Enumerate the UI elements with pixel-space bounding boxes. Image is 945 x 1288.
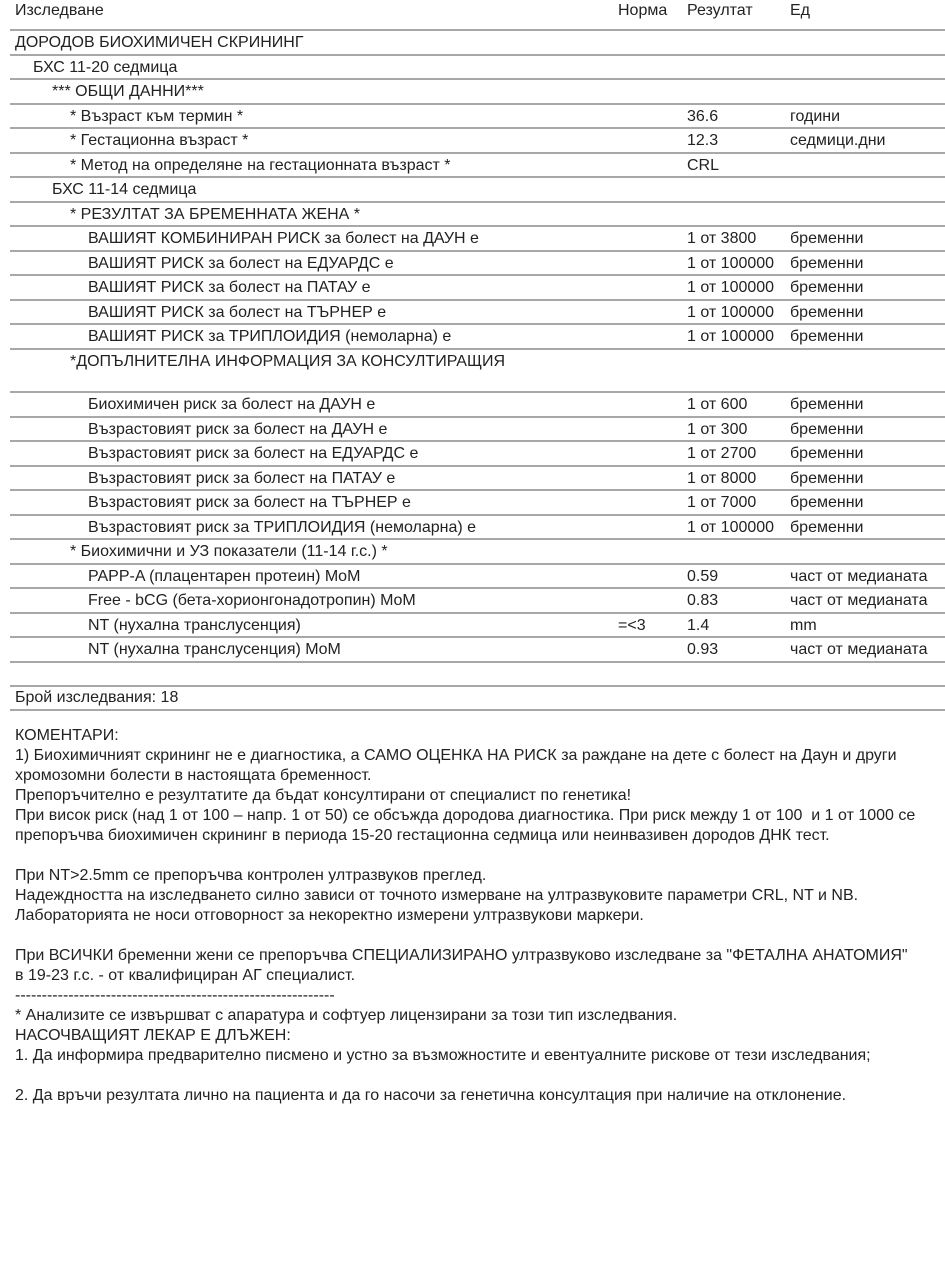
table-row <box>10 538 945 563</box>
comment-spacer <box>15 1066 943 1086</box>
table-row <box>10 127 945 152</box>
result-value: 1 от 100000 <box>687 279 775 296</box>
test-name: NT (нухална транслусенция) MoM <box>88 641 341 658</box>
result-value: 1 от 100000 <box>687 518 775 536</box>
norm-value: =<3 <box>618 616 646 634</box>
test-name: Възрастовият риск за болест на ДАУН е <box>88 420 388 438</box>
column-header-test: Изследване <box>15 2 104 19</box>
unit-value: седмици.дни <box>790 132 886 149</box>
result-value: 0.83 <box>687 592 719 609</box>
test-name: *ДОПЪЛНИТЕЛНА ИНФОРМАЦИЯ ЗА КОНСУЛТИРАЩИЯ <box>70 352 506 370</box>
test-name: *** ОБЩИ ДАННИ*** <box>52 83 204 100</box>
unit-value: години <box>790 107 841 125</box>
table-row <box>10 514 945 539</box>
test-name: PAPP-A (плацентарен протеин) MoM <box>88 567 361 585</box>
results-table <box>10 29 945 685</box>
unit-value: част от медианата <box>790 592 928 609</box>
result-value: 1 от 2700 <box>687 445 757 462</box>
comment-line: НАСОЧВАЩИЯТ ЛЕКАР Е ДЛЪЖЕН: <box>15 1027 291 1044</box>
comment-line: При ВСИЧКИ бременни жени се препоръчва СПЕЦИАЛИЗИРАНО ултразвуково изследване за "ФЕТАЛНА АНАТОМИЯ" <box>15 947 908 964</box>
test-name: NT (нухална транслусенция) <box>88 616 301 634</box>
test-name: БХС 11-20 седмица <box>33 58 178 76</box>
comment-line: хромозомни болести в настоящата бременност. <box>15 767 372 784</box>
unit-value: бременни <box>790 396 864 413</box>
column-header-unit: Ед <box>790 2 811 19</box>
comment-line: Надеждността на изследването силно зависи от точното измерване на ултразвуковите параметри CRL, NT и NB. <box>15 887 859 904</box>
unit-value: част от медианата <box>790 641 928 658</box>
table-row <box>10 440 945 465</box>
table-row <box>10 587 945 612</box>
result-value: 0.59 <box>687 567 719 585</box>
test-name: * Биохимични и УЗ показатели (11-14 г.с.) * <box>70 543 388 560</box>
comment-line: При NT>2.5mm се препоръчва контролен ултразвуков преглед. <box>15 867 487 884</box>
result-value: 36.6 <box>687 107 719 125</box>
result-value: 1 от 100000 <box>687 254 775 272</box>
comment-line: КОМЕНТАРИ: <box>15 727 119 744</box>
comment-line: Препоръчително е резултатите да бъдат консултирани от специалист по генетика! <box>15 787 632 804</box>
result-value: 1.4 <box>687 616 710 634</box>
unit-value: бременни <box>790 279 864 296</box>
test-name: Биохимичен риск за болест на ДАУН е <box>88 396 376 413</box>
test-name: ВАШИЯТ РИСК за ТРИПЛОИДИЯ (немоларна) е <box>88 328 452 345</box>
unit-value: бременни <box>790 469 864 487</box>
table-row <box>10 391 945 416</box>
unit-value: бременни <box>790 518 864 536</box>
test-name: Възрастовият риск за ТРИПЛОИДИЯ (немоларна) е <box>88 518 477 536</box>
column-header-norm: Норма <box>618 2 668 19</box>
test-name: * РЕЗУЛТАТ ЗА БРЕМЕННАТА ЖЕНА * <box>70 205 361 223</box>
test-name: БХС 11-14 седмица <box>52 181 197 198</box>
comment-spacer <box>15 846 943 866</box>
table-row <box>10 323 945 348</box>
test-name: Възрастовият риск за болест на ЕДУАРДС е <box>88 445 419 462</box>
result-value: 1 от 7000 <box>687 494 757 511</box>
table-row <box>10 416 945 441</box>
result-value: 1 от 100000 <box>687 303 775 321</box>
table-header <box>0 0 945 29</box>
comment-spacer <box>15 926 943 946</box>
test-name: ВАШИЯТ РИСК за болест на ЕДУАРДС е <box>88 254 394 272</box>
comment-line: препоръчва биохимичен скрининг в периода 15-20 гестационна седмица или неинвазивен дородов ДНК тест. <box>15 827 830 844</box>
unit-value: бременни <box>790 494 864 511</box>
result-value: 1 от 600 <box>687 396 748 413</box>
comment-line: в 19-23 г.с. - от квалифициран АГ специалист. <box>15 967 356 984</box>
test-name: ДОРОДОВ БИОХИМИЧЕН СКРИНИНГ <box>15 34 304 51</box>
test-name: * Метод на определяне на гестационната възраст * <box>70 156 451 174</box>
unit-value: бременни <box>790 254 864 272</box>
result-value: 1 от 300 <box>687 420 748 438</box>
unit-value: mm <box>790 616 817 634</box>
unit-value: бременни <box>790 420 864 438</box>
table-row <box>10 612 945 637</box>
table-row <box>10 152 945 177</box>
table-row <box>10 563 945 588</box>
test-name: Възрастовият риск за болест на ПАТАУ е <box>88 469 396 487</box>
comment-line: 1) Биохимичният скрининг не е диагностика, а САМО ОЦЕНКА НА РИСК за раждане на дете с болест на Даун и други <box>15 747 897 764</box>
table-row <box>10 176 945 201</box>
test-name: Възрастовият риск за болест на ТЪРНЕР е <box>88 494 411 511</box>
test-name: ВАШИЯТ РИСК за болест на ПАТАУ е <box>88 279 371 296</box>
table-row <box>10 636 945 661</box>
result-value: 1 от 8000 <box>687 469 757 487</box>
table-row <box>10 54 945 79</box>
table-row <box>10 78 945 103</box>
table-row <box>10 274 945 299</box>
test-count: Брой изследвания: 18 <box>15 689 179 706</box>
comment-line: 2. Да връчи резултата лично на пациента и да го насочи за генетична консултация при наличие на отклонение. <box>15 1087 847 1104</box>
comments-section <box>15 726 943 1106</box>
test-name: Free - bCG (бета-хорионгонадотропин) MoM <box>88 592 416 609</box>
table-row <box>10 465 945 490</box>
comment-line: Лабораторията не носи отговорност за некоректно измерени ултразвукови маркери. <box>15 907 644 924</box>
comment-line: 1. Да информира предварително писмено и устно за възможностите и евентуалните рискове от тези изследвания; <box>15 1047 871 1064</box>
unit-value: бременни <box>790 328 864 345</box>
test-name: ВАШИЯТ РИСК за болест на ТЪРНЕР е <box>88 303 387 321</box>
test-name: * Гестационна възраст * <box>70 132 249 149</box>
unit-value: бременни <box>790 230 864 247</box>
column-header-result: Резултат <box>687 2 753 19</box>
table-row <box>10 201 945 226</box>
comment-line: * Анализите се извършват с апаратура и софтуер лицензирани за този тип изследвания. <box>15 1007 678 1024</box>
comment-line: При висок риск (над 1 от 100 – напр. 1 от 50) се обсъжда дородова диагностика. При риск между 1 от 100 и 1 от 1000 се <box>15 807 916 824</box>
unit-value: част от медианата <box>790 567 928 585</box>
table-row-empty <box>10 661 945 685</box>
result-value: 12.3 <box>687 132 719 149</box>
unit-value: бременни <box>790 445 864 462</box>
table-row <box>10 225 945 250</box>
table-row <box>10 250 945 275</box>
test-name: ВАШИЯТ КОМБИНИРАН РИСК за болест на ДАУН е <box>88 230 479 247</box>
table-row <box>10 103 945 128</box>
table-row <box>10 299 945 324</box>
comment-line: ------------------------------------------------------------ <box>15 987 335 1004</box>
result-value: CRL <box>687 156 720 174</box>
unit-value: бременни <box>790 303 864 321</box>
test-count-row <box>10 685 945 711</box>
result-value: 1 от 3800 <box>687 230 757 247</box>
test-name: * Възраст към термин * <box>70 107 244 125</box>
result-value: 0.93 <box>687 641 719 658</box>
table-row <box>10 29 945 54</box>
table-row <box>10 489 945 514</box>
result-value: 1 от 100000 <box>687 328 775 345</box>
table-row <box>10 348 945 392</box>
